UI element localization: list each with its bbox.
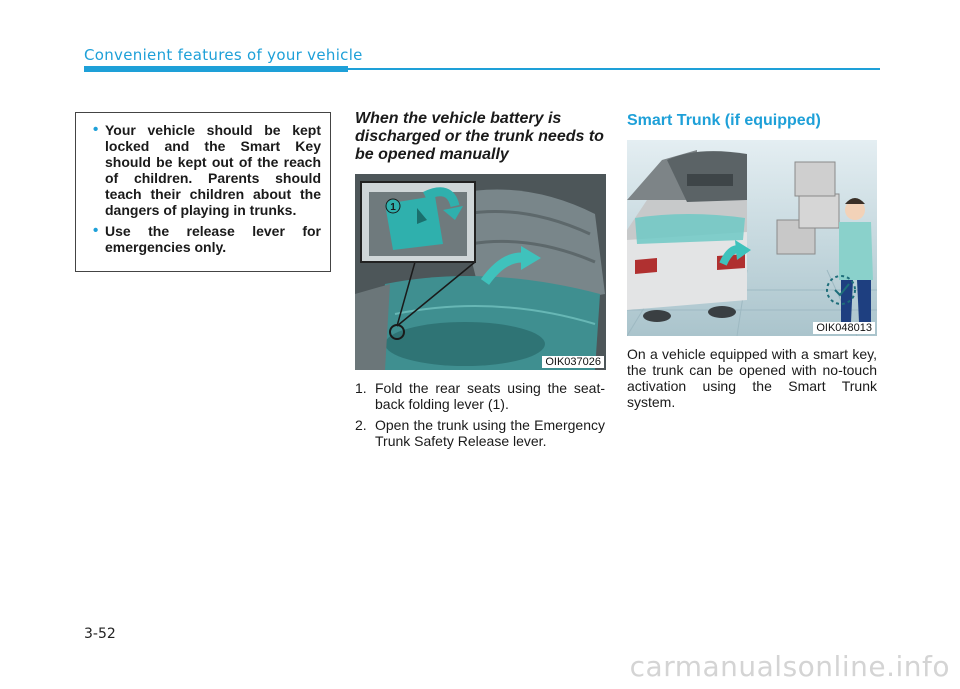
rear-seat-figure [355,174,606,370]
step-number: 2. [355,417,367,433]
battery-section-heading: When the vehicle battery is discharged or the trunk needs to be opened manually [355,110,604,163]
warning-text: Use the release lever for emergencies only. [105,223,321,255]
step-list [355,380,605,454]
smart-trunk-figure [627,140,877,336]
header-rule [348,68,880,70]
step-text: Fold the rear seats using the seat-back folding lever (1). [375,380,605,412]
step-text: Open the trunk using the Emergency Trunk Safety Release lever. [375,417,605,449]
smart-trunk-body: On a vehicle equipped with a smart key, the trunk can be opened with no-touch activation using the Smart Trunk system. [627,346,877,410]
figure-code: OIK037026 [542,356,604,368]
step-number: 1. [355,380,367,396]
list-item [355,417,605,449]
smart-trunk-title: Smart Trunk (if equipped) [627,112,821,129]
warning-text: Your vehicle should be kept locked and the Smart Key should be kept out of the reach of children. Parents should teach their children about the dangers of playing in trunks. [105,122,321,218]
warning-box [75,112,331,272]
page-number: 3-52 [84,626,116,642]
warning-item [93,223,321,255]
header-title: Convenient features of your vehicle [84,46,363,64]
figure-code: OIK048013 [813,322,875,334]
bullet-icon: • [93,222,99,239]
warning-item [93,122,321,218]
header-accent-bar [84,66,348,72]
bullet-icon: • [93,121,99,138]
callout-number: 1 [390,202,396,213]
rear-seat-illustration [355,174,606,370]
list-item [355,380,605,412]
watermark: carmanualsonline.info [629,650,950,683]
smart-trunk-illustration [627,140,877,336]
